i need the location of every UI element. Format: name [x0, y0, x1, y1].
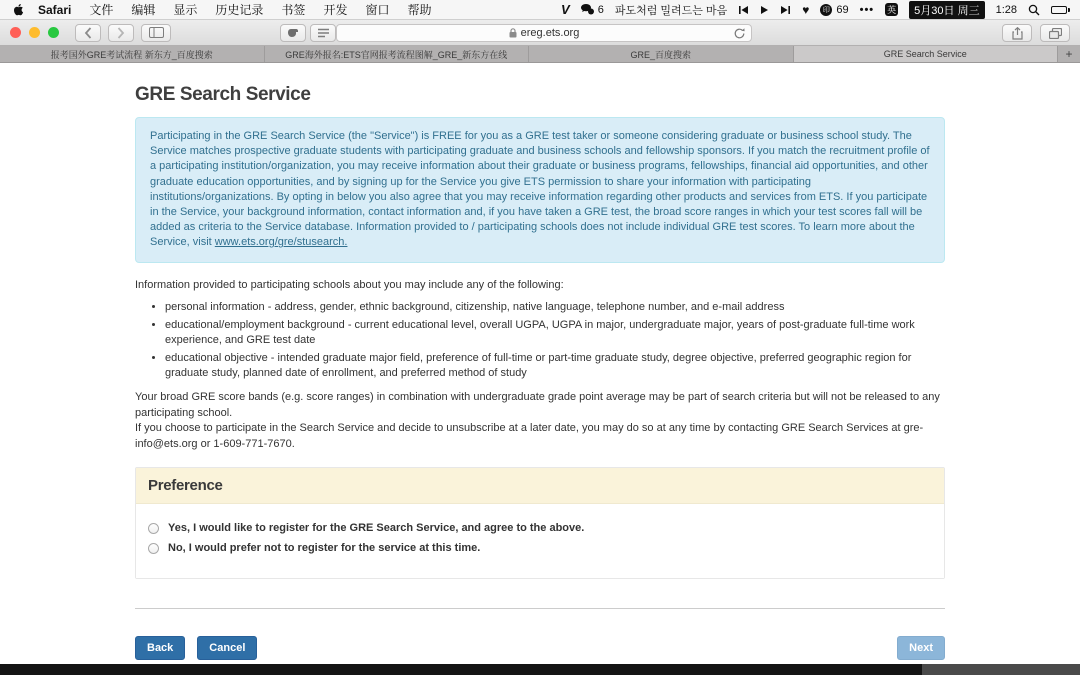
back-form-button[interactable]: Back [135, 636, 185, 660]
lock-icon [509, 28, 517, 38]
menu-bar-time[interactable]: 1:28 [995, 3, 1017, 16]
stusearch-link[interactable]: www.ets.org/gre/stusearch. [214, 236, 348, 249]
tab-label: GRE海外报名:ETS官网报考流程图解_GRE_新东方在线 [285, 49, 508, 60]
radio-yes-label: Yes, I would like to register for the GRE Search Service, and agree to the above. [168, 522, 585, 535]
section-divider [135, 608, 945, 609]
tab-label: 报考国外GRE考试流程 新东方_百度搜索 [50, 49, 213, 60]
tab-label: GRE Search Service [883, 49, 967, 59]
info-intro-text: Information provided to participating schools about you may include any of the following: [135, 279, 564, 292]
menu-window[interactable]: 窗口 [365, 3, 390, 17]
forward-button[interactable] [108, 24, 134, 42]
info-list [135, 300, 945, 382]
page-title: GRE Search Service [135, 84, 311, 105]
page-content [0, 63, 1080, 664]
menu-bar-date[interactable]: 5月30日 周三 [909, 1, 984, 19]
sidebar-toggle-button[interactable] [141, 24, 171, 42]
zoom-window-button[interactable] [48, 27, 59, 38]
tab-label: GRE_百度搜索 [630, 49, 691, 60]
back-button[interactable] [75, 24, 101, 42]
window-controls [10, 27, 59, 38]
service-notice-box [135, 117, 945, 263]
menu-bookmarks[interactable]: 书签 [281, 3, 306, 17]
spotlight-search-icon[interactable] [1028, 4, 1040, 16]
menu-edit[interactable]: 编辑 [131, 3, 156, 17]
app-badge-status-item[interactable] [820, 4, 848, 16]
previous-track-icon[interactable] [738, 5, 749, 15]
tab-gre-registration-guide[interactable] [265, 46, 530, 62]
input-method-icon[interactable]: 英 [887, 5, 897, 15]
play-icon[interactable] [760, 5, 769, 15]
preference-panel [135, 467, 945, 579]
service-notice-text: Participating in the GRE Search Service (the "Service") is FREE for you as a GRE test taker or someone considering graduate or business school study. The Service matches prospective graduate students with participating graduate and business schools and fellowship sponsors. If you match the recruitment profile of a participating institution/organization, you may receive information about their graduate or business programs, fellowships, financial aid opportunities, and other graduate education opportunities, and by signing up for the Service you give ETS permission to share your information with participating institutions/organizations. By opting in below you also agree that you may receive information regarding other products and services from ETS. If you participate in the Service, your background information, contact information and, if you have taken a GRE test, the broad score ranges in which your test scores fall will be added as criteria to the Service database. Information provided to / participating schools does not include individual GRE test scores. To learn more about the Service, visit [150, 130, 930, 249]
chat-bubbles-icon [581, 4, 594, 15]
tab-overview-button[interactable] [1040, 24, 1070, 42]
option-row-yes[interactable] [148, 522, 932, 534]
menu-develop[interactable]: 开发 [323, 3, 348, 17]
tab-bar [0, 46, 1080, 63]
next-button[interactable]: Next [897, 636, 945, 660]
macos-menu-bar [0, 0, 1080, 20]
tab-gre-search-service-active[interactable] [794, 46, 1059, 62]
next-track-icon[interactable] [780, 5, 791, 15]
tab-baidu-search-2[interactable] [529, 46, 794, 62]
more-status-icon[interactable]: ••• [859, 3, 875, 16]
info-item-educational-objective: • educational objective - intended graduate major field, preference of full-time or part-time graduate study, degree objective, preferred geographic region for graduate study, planned date of enrollment, and preferred method of study [165, 351, 945, 382]
bottom-screen-strip [0, 664, 1080, 675]
app-badge-count: 69 [836, 3, 849, 16]
reload-icon[interactable] [733, 27, 746, 43]
cancel-button[interactable]: Cancel [197, 636, 257, 660]
now-playing-title[interactable]: 파도처럼 밀려드는 마음 [614, 4, 728, 17]
unsubscribe-paragraph: If you choose to participate in the Search Service and decide to unsubscribe at a later date, you may do so at any time by contacting GRE Search Services at gre-info@ets.org or 1-609-771-7670. [135, 422, 924, 450]
new-tab-button[interactable]: + [1065, 47, 1073, 61]
menu-file[interactable]: 文件 [89, 3, 114, 17]
close-window-button[interactable] [10, 27, 21, 38]
form-actions [135, 636, 945, 660]
toolbar-right-buttons [1002, 24, 1070, 42]
v-app-icon[interactable]: V [561, 2, 570, 17]
heart-icon[interactable]: ♥ [802, 2, 810, 17]
radio-yes[interactable] [148, 523, 159, 534]
menu-help[interactable]: 帮助 [407, 3, 432, 17]
tab-baidu-search-1[interactable] [0, 46, 265, 62]
url-text: ereg.ets.org [520, 27, 580, 39]
circular-app-icon: 印 [820, 4, 832, 16]
radio-no-label: No, I would prefer not to register for the service at this time. [168, 542, 481, 555]
chat-status-item[interactable] [581, 4, 604, 16]
preference-heading: Preference [136, 468, 944, 504]
apple-menu-icon[interactable] [12, 3, 25, 16]
info-item-personal: • personal information - address, gender, ethnic background, citizenship, native language, telephone number, and e-mail address [165, 300, 945, 316]
preference-options [136, 504, 944, 578]
menu-view[interactable]: 显示 [173, 3, 198, 17]
menu-bar-status-area [561, 1, 1070, 19]
info-item-educational-background: • educational/employment background - current educational level, overall UGPA, UGPA in major, undergraduate major, years of post-graduate full-time work experience, and GRE test date [165, 318, 945, 349]
menu-items [10, 1, 440, 18]
safari-toolbar [0, 20, 1080, 46]
bottom-strip-right-segment [922, 664, 1080, 675]
share-button[interactable] [1002, 24, 1032, 42]
radio-no[interactable] [148, 543, 159, 554]
menu-safari[interactable]: Safari [38, 2, 72, 17]
menu-history[interactable]: 历史记录 [215, 3, 264, 17]
score-bands-paragraph: Your broad GRE score bands (e.g. score ranges) in combination with undergraduate grade point average may be part of search criteria but will not be released to any participating school. [135, 391, 940, 419]
evernote-extension-button[interactable] [280, 24, 306, 42]
option-row-no[interactable] [148, 542, 932, 554]
chat-unread-count: 6 [597, 3, 604, 16]
minimize-window-button[interactable] [29, 27, 40, 38]
reader-lines-extension-button[interactable] [310, 24, 336, 42]
address-bar[interactable] [336, 24, 752, 42]
battery-icon [1051, 6, 1070, 14]
